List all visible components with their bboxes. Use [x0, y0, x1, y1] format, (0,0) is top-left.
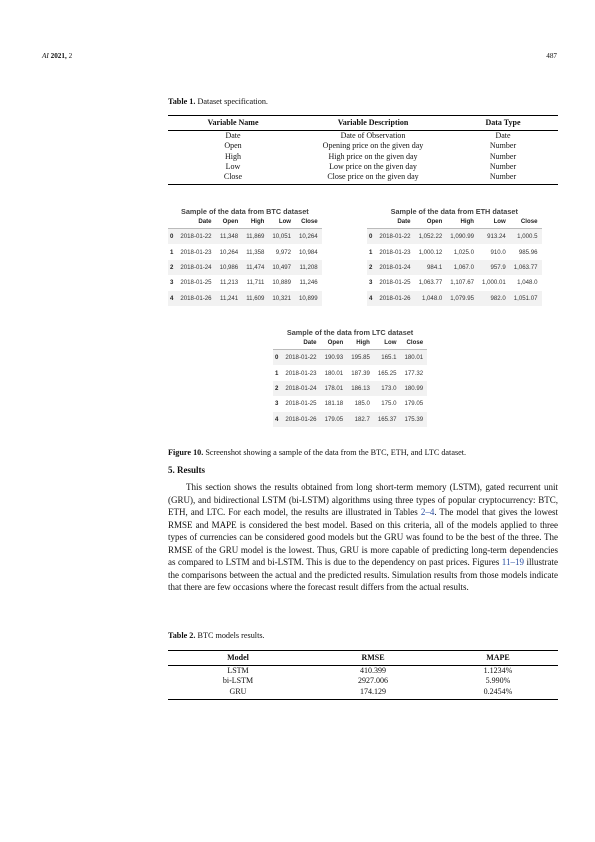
table-cell: Date	[225, 131, 241, 140]
paragraph-text: . The model that gives the lowest RMSE and MAPE is considered the best model. Based on this criteria, all of the models applied to three types of currencies can be considered good models but the GRU was found to be the best of the three. The RMSE of the GRU model is the lowest. Thus, GRU is more capable of predicting long-term dependencies as compared to LSTM and bi-LSTM. This is due to the dependency on past prices. Figures	[168, 507, 558, 567]
table-cell: 410.399	[360, 666, 386, 675]
table2-caption-text: BTC models results.	[197, 631, 265, 640]
table-row	[367, 229, 542, 245]
row-index: 1	[275, 369, 279, 377]
table-cell: 1,052.22	[415, 229, 447, 245]
column-header: Open	[415, 216, 447, 229]
btc-sample-title: Sample of the data from BTC dataset	[180, 207, 309, 216]
table-cell: Number	[489, 151, 517, 161]
column-header: Close	[400, 337, 427, 350]
eth-sample-title: Sample of the data from ETH dataset	[390, 207, 518, 216]
ltc-data-sample	[273, 328, 427, 427]
column-header: RMSE	[308, 651, 438, 666]
table-cell: 1,067.0	[446, 260, 478, 275]
table-cell: Close	[168, 172, 298, 185]
table-cell: Low price on the given day	[329, 161, 417, 171]
table-cell: 1,051.07	[510, 291, 542, 306]
column-header: High	[242, 216, 268, 229]
table-cell: 10,984	[299, 248, 318, 256]
table-cell: 181.18	[324, 400, 344, 408]
table-cell: 11,609	[242, 291, 268, 306]
table-cell: 10,264	[295, 229, 322, 245]
table-cell: 1,090.99	[446, 229, 478, 245]
row-index: 3	[275, 400, 279, 408]
figure10-caption	[168, 448, 466, 457]
table-cell: 182.7	[347, 412, 374, 427]
table-cell: 2927.006	[358, 676, 388, 686]
table-cell: 174.129	[308, 687, 438, 700]
table-cell: 2018-01-23	[379, 248, 411, 256]
table-cell: 11,246	[299, 279, 318, 287]
column-header	[168, 216, 176, 229]
table-cell: 175.0	[381, 400, 397, 408]
results-paragraph	[168, 481, 558, 594]
column-header: Low	[268, 216, 295, 229]
column-header: MAPE	[438, 651, 558, 666]
table-cell: 2018-01-22	[176, 229, 215, 245]
table-cell: 9,972	[275, 248, 292, 256]
table-cell: 165.37	[374, 412, 401, 427]
table-cell: 1,107.67	[450, 279, 475, 287]
column-header: Date	[375, 216, 414, 229]
table-header-row	[168, 216, 322, 229]
table-cell: 165.25	[377, 369, 397, 377]
table-cell: 10,889	[272, 279, 292, 287]
table-row	[367, 291, 542, 306]
table-row	[273, 381, 427, 396]
table-cell: Opening price on the given day	[322, 141, 424, 151]
table-cell: 1,079.95	[446, 291, 478, 306]
table-cell: Low	[225, 161, 241, 171]
table-cell: 1,000.01	[482, 279, 506, 287]
table-row	[168, 244, 322, 259]
table-cell: 984.1	[415, 260, 447, 275]
table-row	[168, 172, 558, 185]
column-header: Model	[168, 651, 308, 666]
table-cell: 910.0	[490, 248, 506, 256]
table-cell: High price on the given day	[328, 151, 418, 161]
column-header: Open	[321, 337, 348, 350]
table-cell: 10,986	[216, 260, 243, 275]
table-row	[168, 229, 322, 245]
table-cell: Date of Observation	[340, 131, 406, 140]
row-index: 2	[273, 381, 281, 396]
table-cell: Open	[224, 141, 242, 151]
table-cell: 11,241	[216, 291, 243, 306]
row-index: 0	[168, 229, 176, 245]
table1-label: Table 1.	[168, 97, 196, 106]
page-number: 487	[546, 52, 557, 60]
table-cell: Number	[489, 141, 517, 151]
figure10-caption-text: Screenshot showing a sample of the data from the BTC, ETH, and LTC dataset.	[205, 448, 467, 457]
table-row	[273, 365, 427, 380]
table1-caption-text: Dataset specification.	[197, 97, 268, 106]
column-header: Close	[510, 216, 542, 229]
table-cell: GRU	[168, 687, 308, 700]
table-cell: 173.0	[374, 381, 401, 396]
section-heading: 5. Results	[168, 465, 206, 475]
column-header: Variable Name	[168, 116, 298, 131]
row-index: 1	[369, 248, 373, 256]
table-cell: 1,048.0	[517, 279, 538, 287]
table2-label: Table 2.	[168, 631, 196, 640]
table-row	[168, 291, 322, 306]
table-cell: 2018-01-24	[176, 260, 215, 275]
ltc-sample-table	[273, 337, 427, 427]
table-cell: 1,025.0	[453, 248, 475, 256]
table-cell: 177.32	[404, 369, 424, 377]
table-cell: 2018-01-25	[285, 400, 317, 408]
table-header-row	[367, 216, 542, 229]
table-cell: 2018-01-23	[285, 369, 317, 377]
table-cell: 11,208	[295, 260, 322, 275]
table-cell: 5.990%	[485, 676, 511, 686]
table-row	[168, 676, 558, 686]
table2-caption	[168, 631, 265, 640]
eth-sample-table	[367, 216, 542, 306]
column-header: Data Type	[448, 116, 558, 131]
table1-caption	[168, 97, 268, 106]
table-cell: 2018-01-26	[281, 412, 320, 427]
journal-volume: 2	[68, 52, 73, 60]
table-cell: 11,358	[246, 248, 265, 256]
table-cell: 2018-01-22	[281, 350, 320, 366]
table-cell: 180.99	[400, 381, 427, 396]
table-row	[273, 350, 427, 366]
table-cell: 10,899	[295, 291, 322, 306]
table-row	[168, 275, 322, 290]
table-header-row	[168, 116, 558, 131]
table-cell: 0.2454%	[438, 687, 558, 700]
table-cell: 186.13	[347, 381, 374, 396]
table-cell: 179.05	[404, 400, 424, 408]
table-cell: 10,264	[219, 248, 239, 256]
table-row	[367, 244, 542, 259]
table-cell: 913.24	[478, 229, 510, 245]
table-row	[168, 131, 558, 142]
column-header: Close	[295, 216, 322, 229]
running-header	[42, 52, 72, 60]
table-cell: 957.9	[478, 260, 510, 275]
row-index: 4	[168, 291, 176, 306]
table-row	[273, 412, 427, 427]
table-row	[168, 152, 558, 162]
table-cell: 2018-01-22	[375, 229, 414, 245]
table-header-row	[168, 651, 558, 666]
table-reference-link[interactable]: 2–4	[420, 507, 435, 517]
table-cell: 10,497	[268, 260, 295, 275]
table-cell: 195.85	[347, 350, 374, 366]
table-cell: 10,321	[268, 291, 295, 306]
table-cell: 2018-01-24	[281, 381, 320, 396]
table-cell: Close price on the given day	[298, 172, 448, 185]
table-cell: 185.0	[354, 400, 370, 408]
ltc-sample-title: Sample of the data from LTC dataset	[286, 328, 414, 337]
table-header-row	[273, 337, 427, 350]
row-index: 3	[369, 279, 373, 287]
table-cell: 2018-01-26	[375, 291, 414, 306]
column-header	[367, 216, 375, 229]
dataset-spec-table	[168, 115, 558, 185]
row-index: 3	[170, 279, 174, 287]
table-cell: 1,063.77	[510, 260, 542, 275]
table-row	[168, 162, 558, 172]
table-cell: 1,048.0	[415, 291, 447, 306]
column-header	[273, 337, 281, 350]
table-row	[168, 687, 558, 700]
table-row	[168, 141, 558, 151]
figure-reference-link[interactable]: 11–19	[501, 557, 524, 567]
table-cell: 178.01	[321, 381, 348, 396]
column-header: High	[347, 337, 374, 350]
table-cell: 1,000.5	[510, 229, 542, 245]
row-index: 0	[273, 350, 281, 366]
journal-year: 2021,	[50, 52, 67, 60]
paragraph-text: illustrate the comparisons between the actual and the predicted results. Simulation results from those models indicate that there are few occasions where the forecast result differs from the actual results.	[168, 557, 558, 592]
row-index: 1	[170, 248, 174, 256]
column-header: High	[446, 216, 478, 229]
table-cell: 190.93	[321, 350, 348, 366]
table-cell: 180.01	[400, 350, 427, 366]
table-cell: 10,051	[268, 229, 295, 245]
table-row	[168, 260, 322, 275]
table-cell: 11,213	[220, 279, 239, 287]
eth-data-sample	[367, 207, 542, 306]
table-cell: bi-LSTM	[222, 676, 254, 686]
table-cell: 180.01	[324, 369, 344, 377]
table-cell: 165.1	[374, 350, 401, 366]
column-header: Low	[478, 216, 510, 229]
btc-sample-table	[168, 216, 322, 306]
table-cell: 11,348	[216, 229, 243, 245]
table-cell: Number	[448, 172, 558, 185]
column-header: Low	[374, 337, 401, 350]
table-cell: 11,711	[246, 279, 265, 287]
table-cell: 2018-01-24	[375, 260, 414, 275]
table-cell: LSTM	[227, 666, 249, 675]
table-row	[273, 396, 427, 411]
column-header: Variable Description	[298, 116, 448, 131]
table-cell: 11,474	[242, 260, 268, 275]
btc-data-sample	[168, 207, 322, 306]
btc-results-table	[168, 650, 558, 700]
table-cell: 982.0	[478, 291, 510, 306]
table-cell: 175.39	[400, 412, 427, 427]
table-cell: 179.05	[321, 412, 348, 427]
table-cell: 2018-01-23	[180, 248, 212, 256]
table-cell: 985.96	[518, 248, 538, 256]
row-index: 0	[367, 229, 375, 245]
table-cell: 2018-01-26	[176, 291, 215, 306]
table-cell: Date	[495, 131, 511, 140]
table-cell: High	[225, 151, 241, 161]
row-index: 4	[273, 412, 281, 427]
table-row	[168, 666, 558, 677]
table-cell: 11,869	[242, 229, 268, 245]
column-header: Date	[281, 337, 320, 350]
paragraph-text: This section shows the results obtained from long short-term memory (LSTM), gated recurrent unit (GRU), and bidirectional LSTM (bi-LSTM) algorithms using three types of popular cryptocurrency: BTC, ETH, and LTC. For each model, the results are illustrated in Tables	[168, 482, 558, 517]
journal-name: AI	[42, 52, 49, 60]
table-cell: Number	[489, 161, 517, 171]
table-cell: 1.1234%	[483, 666, 513, 675]
row-index: 2	[367, 260, 375, 275]
table-cell: 2018-01-25	[180, 279, 212, 287]
column-header: Date	[176, 216, 215, 229]
table-cell: 2018-01-25	[379, 279, 411, 287]
row-index: 4	[367, 291, 375, 306]
table-row	[367, 260, 542, 275]
row-index: 2	[168, 260, 176, 275]
figure10-label: Figure 10.	[168, 448, 204, 457]
table-cell: 1,063.77	[418, 279, 443, 287]
table-cell: 1,000.12	[418, 248, 443, 256]
table-row	[367, 275, 542, 290]
column-header: Open	[216, 216, 243, 229]
table-cell: 187.39	[351, 369, 370, 377]
